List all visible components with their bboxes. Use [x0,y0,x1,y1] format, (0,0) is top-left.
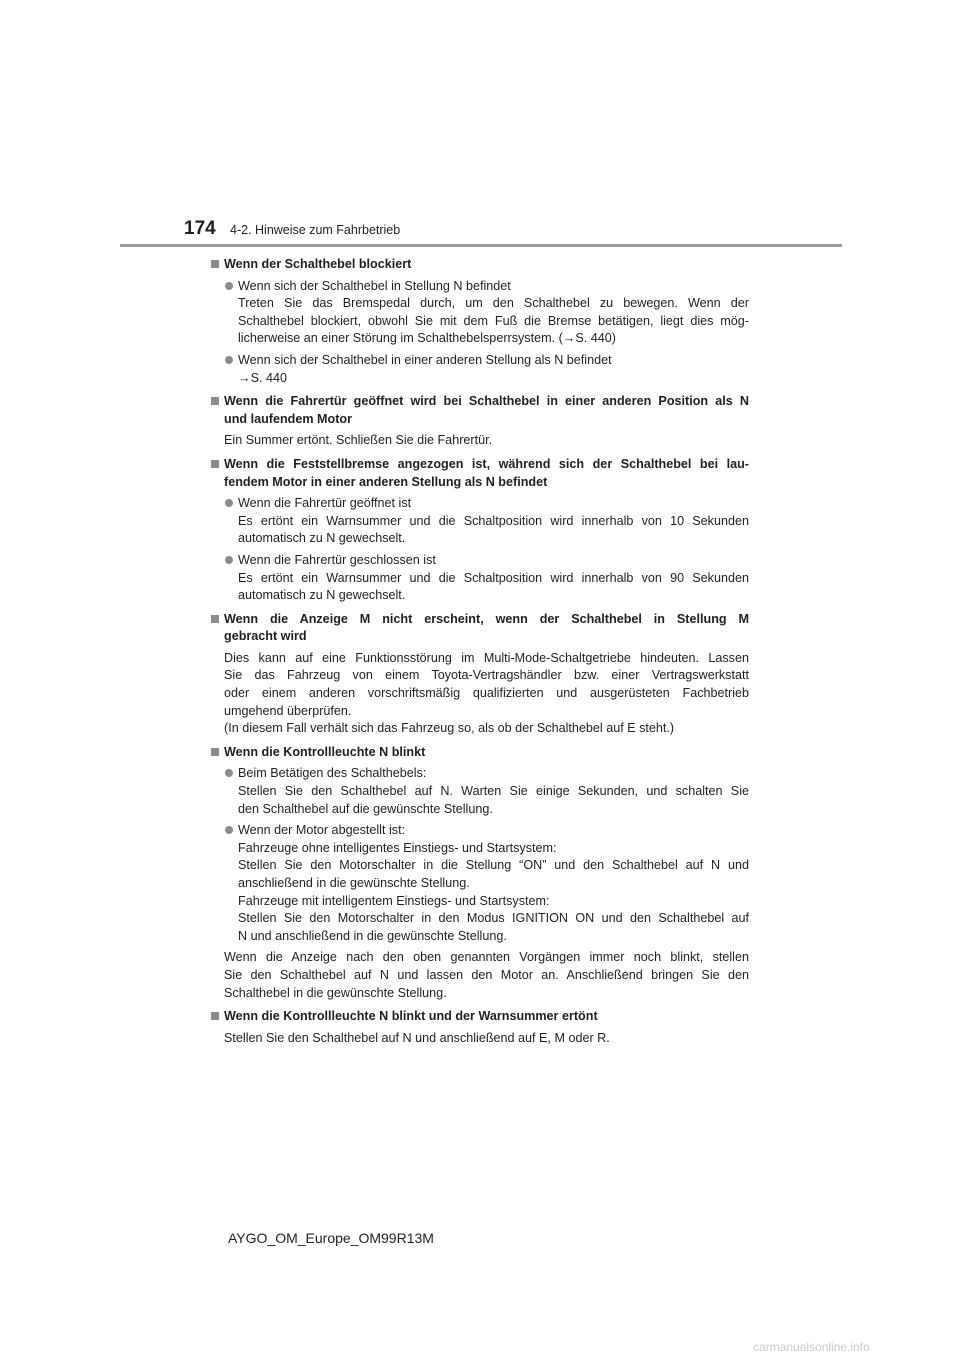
heading-line: fendem Motor in einer anderen Stellung als N befindet [224,474,548,489]
paragraph: Ein Summer ertönt. Schließen Sie die Fahrertür. [224,433,493,448]
heading-line: Wenn die Feststellbremse angezogen ist, während sich der Schalthebel bei lau- [224,456,749,471]
bullet-line: Treten Sie das Bremspedal durch, um den Schalthebel zu bewegen. Wenn der [238,296,749,311]
square-bullet-icon [211,748,219,756]
bullet-item [209,822,749,945]
paragraph [209,650,749,738]
heading-line: und laufendem Motor [224,411,353,426]
paragraph [209,949,749,1002]
watermark: carmanualsonline.info [753,1340,870,1354]
heading-driver-door-opened [209,393,749,428]
bullet-line: →S. 440 [238,370,288,385]
bullet-line: Stellen Sie den Motorschalter in den Modus IGNITION ON und den Schalthebel auf [238,911,749,926]
heading-indicator-n-flashing-buzzer [209,1008,749,1026]
bullet-line: Stellen Sie den Motorschalter in die Stellung “ON” und den Schalthebel auf N und [238,858,749,873]
bullet-line: automatisch zu N gewechselt. [238,588,406,603]
square-bullet-icon [211,615,219,623]
bullet-item [209,495,749,548]
bullet-line: licherweise an einer Störung im Schalthebelsperrsystem. (→S. 440) [238,331,616,346]
circle-bullet-icon [225,556,233,564]
heading-shift-lever-blocked [209,256,749,274]
bullet-line: anschließend in die gewünschte Stellung. [238,876,470,890]
bullet-line: Es ertönt ein Warnsummer und die Schaltposition wird innerhalb von 10 Sekunden [238,513,749,528]
heading-indicator-m-not-shown [209,611,749,646]
bullet-line: Fahrzeuge ohne intelligentes Einstiegs- und Startsystem: [238,840,557,855]
bullet-title: Beim Betätigen des Schalthebels: [238,766,427,781]
heading-indicator-n-flashing [209,744,749,762]
bullet-line: Stellen Sie den Schalthebel auf N. Warten Sie einige Sekunden, und schalten Sie [238,784,749,799]
bullet-title: Wenn der Motor abgestellt ist: [238,823,406,838]
circle-bullet-icon [225,769,233,777]
paragraph-line: Sie das Fahrzeug von einem Toyota-Vertragshändler bzw. einer Vertragswerkstatt [224,668,749,683]
bullet-title: Wenn sich der Schalthebel in Stellung N befindet [238,278,511,293]
heading-text: Wenn die Kontrollleuchte N blinkt und der Warnsummer ertönt [224,1009,598,1024]
bullet-line: Es ertönt ein Warnsummer und die Schaltposition wird innerhalb von 90 Sekunden [238,570,749,585]
bullet-item [209,765,749,818]
heading-line: Wenn die Fahrertür geöffnet wird bei Schalthebel in einer anderen Position als N [224,394,749,409]
heading-line: Wenn die Anzeige M nicht erscheint, wenn der Schalthebel in Stellung M [224,611,749,626]
section-title: 4-2. Hinweise zum Fahrbetrieb [230,223,401,237]
circle-bullet-icon [225,282,233,290]
paragraph: Stellen Sie den Schalthebel auf N und anschließend auf E, M oder R. [224,1030,610,1045]
square-bullet-icon [211,260,219,268]
bullet-item [209,552,749,605]
header-rule [120,244,842,247]
bullet-item [209,278,749,348]
square-bullet-icon [211,1012,219,1020]
bullet-line: N und anschließend in die gewünschte Stellung. [238,928,507,943]
document-id: AYGO_OM_Europe_OM99R13M [228,1230,434,1246]
paragraph-line: umgehend überprüfen. [224,703,352,718]
page-content [209,256,749,1047]
bullet-item [209,352,749,387]
page-number: 174 [184,218,216,239]
circle-bullet-icon [225,826,233,834]
bullet-line: automatisch zu N gewechselt. [238,531,406,546]
square-bullet-icon [211,397,219,405]
heading-line: gebracht wird [224,629,307,644]
bullet-title: Wenn die Fahrertür geschlossen ist [238,552,436,567]
circle-bullet-icon [225,356,233,364]
circle-bullet-icon [225,499,233,507]
paragraph-line: (In diesem Fall verhält sich das Fahrzeug so, als ob der Schalthebel auf E steht.) [224,721,675,736]
square-bullet-icon [211,460,219,468]
paragraph-line: Dies kann auf eine Funktionsstörung im Multi-Mode-Schaltgetriebe hindeuten. Lassen [224,650,749,665]
bullet-line: den Schalthebel auf die gewünschte Stellung. [238,801,493,816]
heading-text: Wenn die Kontrollleuchte N blinkt [224,744,426,759]
bullet-title: Wenn sich der Schalthebel in einer anderen Stellung als N befindet [238,352,612,367]
bullet-title: Wenn die Fahrertür geöffnet ist [238,496,412,511]
paragraph-line: oder einem anderen vorschriftsmäßig qualifizierten und ausgerüsteten Fachbetrieb [224,686,749,701]
paragraph-line: Sie den Schalthebel auf N und lassen den Motor an. Anschließend bringen Sie den [224,967,749,982]
heading-parking-brake-applied [209,456,749,491]
paragraph-line: Schalthebel in die gewünschte Stellung. [224,985,447,1000]
heading-text: Wenn der Schalthebel blockiert [224,257,412,271]
bullet-line: Fahrzeuge mit intelligentem Einstiegs- und Startsystem: [238,893,550,908]
paragraph-line: Wenn die Anzeige nach den oben genannten Vorgängen immer noch blinkt, stellen [224,950,749,965]
bullet-line: Schalthebel blockiert, obwohl Sie mit dem Fuß die Bremse betätigen, liegt dies mög- [238,313,749,328]
